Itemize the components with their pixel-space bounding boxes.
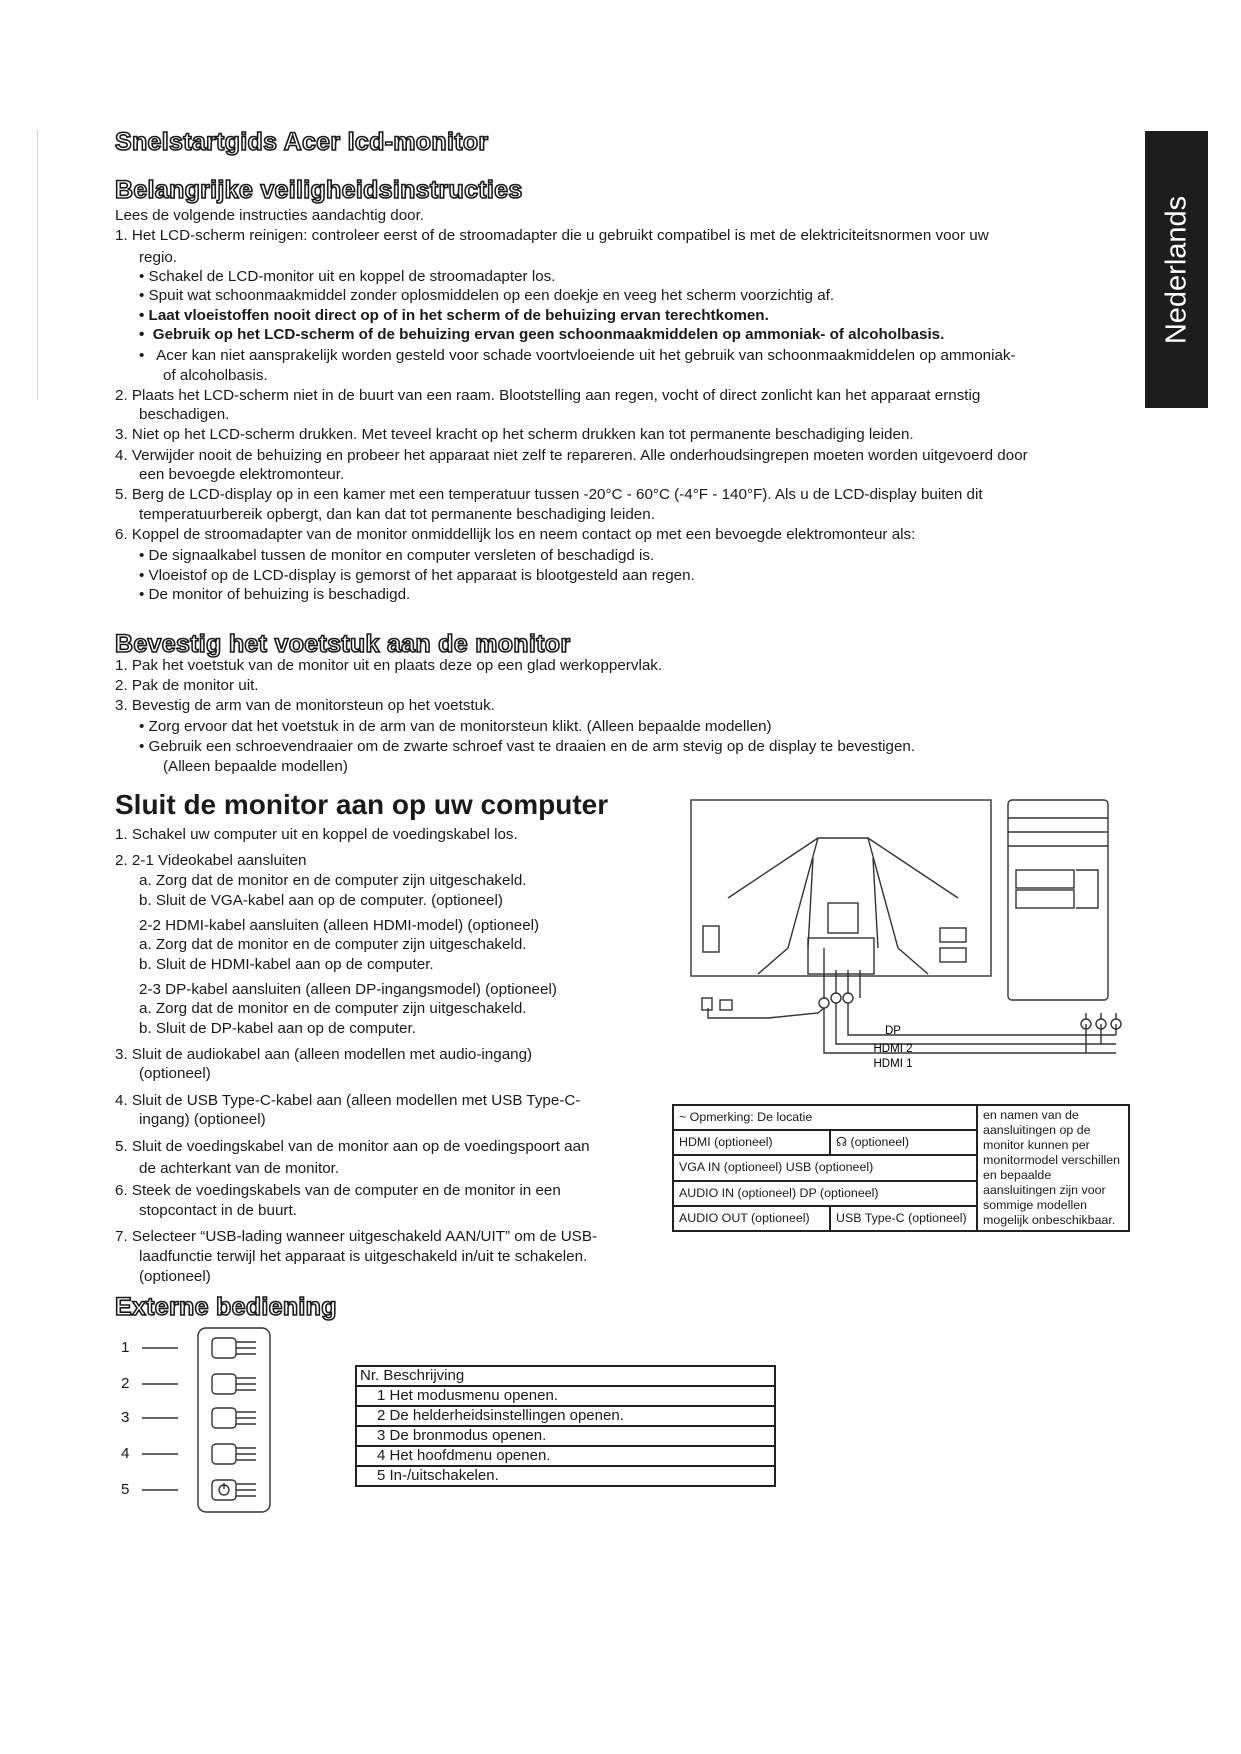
label-dp: DP — [885, 1025, 901, 1037]
control-panel — [198, 1328, 270, 1512]
bullet-1-3: • Laat vloeistoffen nooit direct op of in het scherm of de behuizing ervan terechtkomen. — [139, 307, 769, 324]
button-number: 3 — [121, 1409, 130, 1426]
button-4-icon — [212, 1444, 256, 1464]
cell-hdmi: HDMI (optioneel) — [673, 1130, 830, 1155]
control-panel-diagram — [138, 1326, 288, 1516]
safety-item-4: 4. Verwijder nooit de behuizing en probeer het apparaat niet zelf te repareren. Alle onderhoudsingrepen moeten worden uitgevoerd door — [115, 447, 1028, 464]
language-tab — [1145, 131, 1208, 408]
safety-heading: Belangrijke veiligheidsinstructies — [115, 176, 523, 204]
connect-line: ingang) (optioneel) — [139, 1111, 266, 1128]
table-row: 1 Het modusmenu openen. — [356, 1386, 775, 1406]
stand-bullet-1: • Zorg ervoor dat het voetstuk in de arm van de monitorsteun klikt. (Alleen bepaalde modellen) — [139, 718, 772, 735]
bullet-text: Schakel de LCD-monitor uit en koppel de stroomadapter los. — [148, 268, 556, 285]
monitor-stand-arm — [728, 838, 958, 898]
table-side-note: en namen van de aansluitingen op de monitor kunnen per monitormodel verschillen en bepaalde aansluitingen zijn voor sommige modellen mogelijk onbeschikbaar. — [977, 1105, 1129, 1231]
cell-audio-in: AUDIO IN (optioneel) DP (optioneel) — [673, 1181, 977, 1206]
bullet-text: Gebruik een schroevendraaier om de zwarte schroef vast te draaien en de arm stevig op de display te bevestigen. — [148, 738, 916, 755]
bullet-text: Spuit wat schoonmaakmiddel zonder oplosmiddelen op een doekje en veeg het scherm voorzichtig af. — [148, 287, 835, 304]
cell-headphone — [830, 1130, 977, 1155]
table-row: 2 De helderheidsinstellingen openen. — [356, 1406, 775, 1426]
bullet-1-1: • Schakel de LCD-monitor uit en koppel de stroomadapter los. — [139, 268, 556, 285]
connect-line: de achterkant van de monitor. — [139, 1160, 340, 1177]
monitor-stand-legs — [758, 838, 928, 974]
headphone-icon: ☊ — [836, 1135, 848, 1150]
button-2-icon — [212, 1374, 256, 1394]
button-number: 1 — [121, 1339, 130, 1356]
bullet-6-3: • De monitor of behuizing is beschadigd. — [139, 586, 411, 603]
cell-usbc: USB Type-C (optioneel) — [830, 1206, 977, 1231]
safety-item-2: 2. Plaats het LCD-scherm niet in de buurt van een raam. Blootstelling aan regen, vocht of direct zonlicht kan het apparaat ernstig — [115, 387, 981, 404]
connect-heading: Sluit de monitor aan op uw computer — [115, 789, 609, 820]
button-1-icon — [212, 1338, 256, 1358]
external-heading: Externe bediening — [115, 1293, 337, 1321]
button-number: 2 — [121, 1375, 130, 1392]
cell-audio-out: AUDIO OUT (optioneel) — [673, 1206, 830, 1231]
bullet-6-2: • Vloeistof op de LCD-display is gemorst of het apparaat is blootgesteld aan regen. — [139, 567, 695, 584]
connect-line: b. Sluit de DP-kabel aan op de computer. — [139, 1020, 416, 1037]
power-socket — [720, 1000, 732, 1010]
connect-line: a. Zorg dat de monitor en de computer zijn uitgeschakeld. — [139, 1000, 527, 1017]
table-row: 4 Het hoofdmenu openen. — [356, 1446, 775, 1466]
stand-heading: Bevestig het voetstuk aan de monitor — [115, 630, 571, 658]
leader-lines — [142, 1348, 178, 1490]
button-3-icon — [212, 1408, 256, 1428]
language-tab-label: Nederlands — [1160, 195, 1192, 344]
bullet-text: De signaalkabel tussen de monitor en computer versleten of beschadigd is. — [148, 547, 655, 564]
bullet-text: De monitor of behuizing is beschadigd. — [148, 586, 411, 603]
bullet-6-1: • De signaalkabel tussen de monitor en computer versleten of beschadigd is. — [139, 547, 655, 564]
control-buttons — [703, 926, 719, 952]
stand-bullet-2-cont: (Alleen bepaalde modellen) — [163, 758, 348, 775]
connect-line: laadfunctie terwijl het apparaat is uitgeschakeld in/uit te schakelen. — [139, 1248, 588, 1265]
connect-line: a. Zorg dat de monitor en de computer zijn uitgeschakeld. — [139, 872, 527, 889]
monitor-back — [691, 800, 991, 976]
connect-line: (optioneel) — [139, 1065, 211, 1082]
pc-tower — [1008, 800, 1108, 1000]
connection-diagram — [668, 798, 1128, 1090]
connect-line: 2-3 DP-kabel aansluiten (alleen DP-ingangsmodel) (optioneel) — [139, 981, 557, 998]
table-row: 3 De bronmodus openen. — [356, 1426, 775, 1446]
stand-item-2: 2. Pak de monitor uit. — [115, 677, 259, 694]
safety-item-3: 3. Niet op het LCD-scherm drukken. Met teveel kracht op het scherm drukken kan tot permanente beschadiging leiden. — [115, 426, 914, 443]
connect-line: 4. Sluit de USB Type-C-kabel aan (alleen modellen met USB Type-C- — [115, 1092, 581, 1109]
table-row: 5 In-/uitschakelen. — [356, 1466, 775, 1486]
margin-line — [37, 130, 38, 400]
page-title: Snelstartgids Acer lcd-monitor — [115, 128, 489, 156]
connect-line: (optioneel) — [139, 1268, 211, 1285]
connect-line: a. Zorg dat de monitor en de computer zijn uitgeschakeld. — [139, 936, 527, 953]
bullet-1-5-cont: of alcoholbasis. — [163, 367, 268, 384]
bullet-1-2: • Spuit wat schoonmaakmiddel zonder oplosmiddelen op een doekje en veeg het scherm voorzichtig af. — [139, 287, 835, 304]
button-number: 5 — [121, 1481, 130, 1498]
port-panel — [808, 938, 874, 974]
power-button-icon — [212, 1480, 256, 1500]
button-number: 4 — [121, 1445, 130, 1462]
bullet-text: Laat vloeistoffen nooit direct op of in het scherm of de behuizing ervan terechtkomen. — [148, 307, 769, 324]
bullet-1-5: • Acer kan niet aansprakelijk worden gesteld voor schade voortvloeiende uit het gebruik van schoonmaakmiddelen op ammoniak- — [139, 347, 1016, 364]
controls-table — [355, 1365, 776, 1487]
power-plug — [702, 998, 712, 1010]
bullet-text: Vloeistof op de LCD-display is gemorst of het apparaat is blootgesteld aan regen. — [148, 567, 695, 584]
connect-line: 5. Sluit de voedingskabel van de monitor aan op de voedingspoort aan — [115, 1138, 590, 1155]
stand-mount — [828, 903, 858, 933]
stand-item-3: 3. Bevestig de arm van de monitorsteun op het voetstuk. — [115, 697, 495, 714]
connect-line: 3. Sluit de audiokabel aan (alleen modellen met audio-ingang) — [115, 1046, 533, 1063]
cell-vga: VGA IN (optioneel) USB (optioneel) — [673, 1155, 977, 1180]
safety-item-5: 5. Berg de LCD-display op in een kamer met een temperatuur tussen -20°C - 60°C (-4°F - 140°F). Als u de LCD-display buiten dit — [115, 486, 983, 503]
table-note: ~ Opmerking: De locatie — [673, 1105, 977, 1130]
connect-line: 1. Schakel uw computer uit en koppel de voedingskabel los. — [115, 826, 518, 843]
connect-line: 6. Steek de voedingskabels van de computer en de monitor in een — [115, 1182, 561, 1199]
connect-line: b. Sluit de HDMI-kabel aan op de computer. — [139, 956, 434, 973]
bullet-1-4: • Gebruik op het LCD-scherm of de behuizing ervan geen schoonmaakmiddelen op ammoniak- of alcoholbasis. — [139, 326, 945, 343]
bullet-text: Zorg ervoor dat het voetstuk in de arm van de monitorsteun klikt. (Alleen bepaalde modellen) — [148, 718, 772, 735]
safety-item-5-cont: temperatuurbereik opbergt, dan kan dat tot permanente beschadiging leiden. — [139, 506, 655, 523]
connect-line: b. Sluit de VGA-kabel aan op de computer. (optioneel) — [139, 892, 503, 909]
connect-line: 2-2 HDMI-kabel aansluiten (alleen HDMI-model) (optioneel) — [139, 917, 540, 934]
connector-table — [672, 1104, 1130, 1232]
safety-item-2-cont: beschadigen. — [139, 406, 230, 423]
stand-item-1: 1. Pak het voetstuk van de monitor uit en plaats deze op een glad werkoppervlak. — [115, 657, 663, 674]
connect-line: 7. Selecteer “USB-lading wanneer uitgeschakeld AAN/UIT” om de USB- — [115, 1228, 598, 1245]
safety-intro: Lees de volgende instructies aandachtig door. — [115, 207, 425, 224]
connect-line: stopcontact in de buurt. — [139, 1202, 297, 1219]
connect-line: 2. 2-1 Videokabel aansluiten — [115, 852, 307, 869]
safety-item-6: 6. Koppel de stroomadapter van de monitor onmiddellijk los en neem contact op met een bevoegde elektromonteur als: — [115, 526, 916, 543]
bullet-text: Gebruik op het LCD-scherm of de behuizing ervan geen schoonmaakmiddelen op ammoniak- of alcoholbasis. — [152, 326, 945, 343]
stand-bullet-2: • Gebruik een schroevendraaier om de zwarte schroef vast te draaien en de arm stevig op de display te bevestigen. — [139, 738, 916, 755]
safety-item-4-cont: een bevoegde elektromonteur. — [139, 466, 345, 483]
label-hdmi2: HDMI 2 — [873, 1043, 913, 1055]
safety-item-1-cont: regio. — [139, 249, 177, 266]
safety-item-1: 1. Het LCD-scherm reinigen: controleer eerst of de stroomadapter die u gebruikt compatibel is met de elektriciteitsnormen voor uw — [115, 227, 989, 244]
cell-headphone-text: (optioneel) — [850, 1135, 910, 1150]
controls-table-header: Nr. Beschrijving — [356, 1366, 775, 1386]
bullet-text: Acer kan niet aansprakelijk worden gesteld voor schade voortvloeiende uit het gebruik van schoonmaakmiddelen op ammoniak- — [156, 347, 1016, 364]
label-hdmi1: HDMI 1 — [873, 1058, 913, 1070]
